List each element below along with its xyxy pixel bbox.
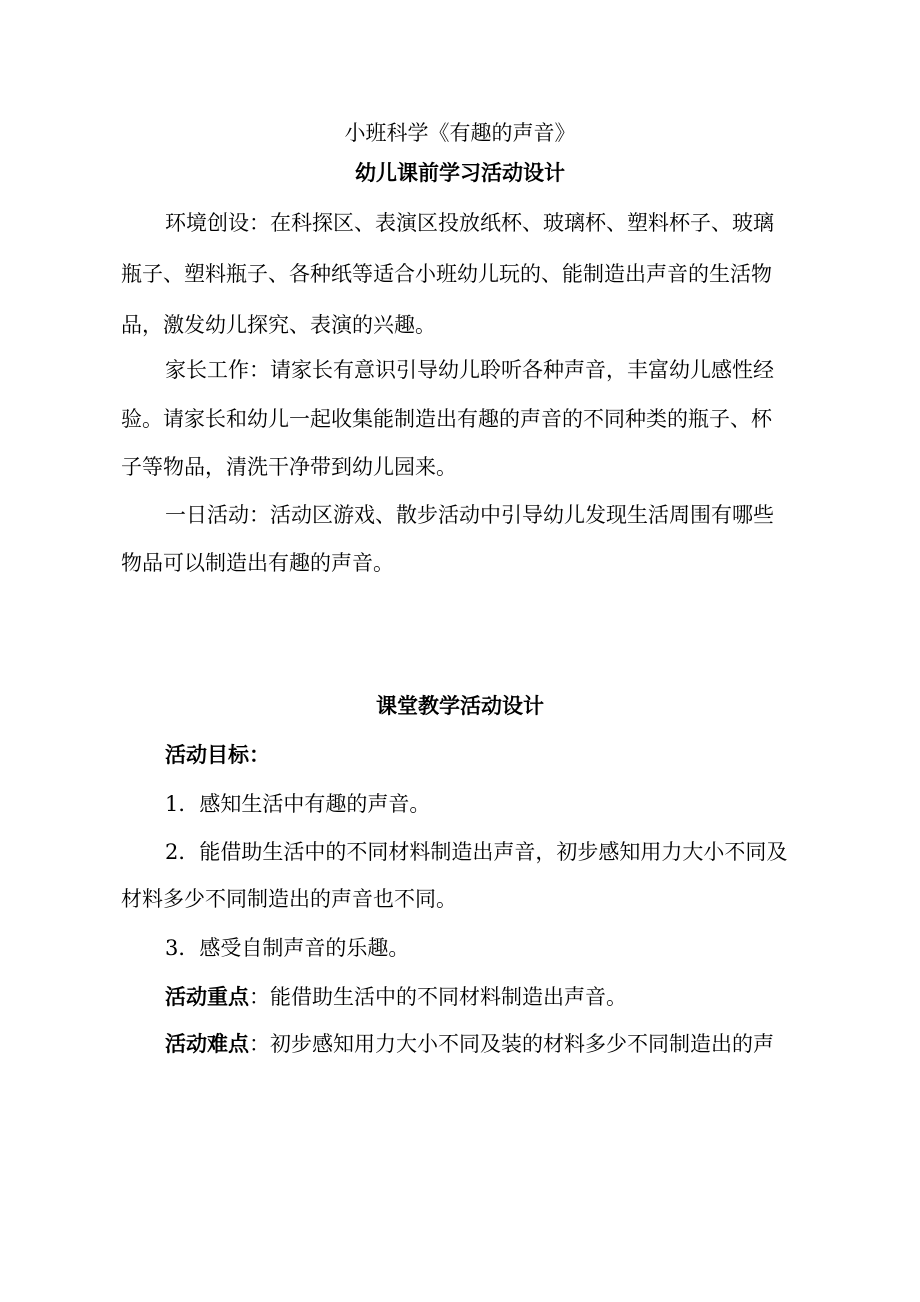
document-title: 小班科学《有趣的声音》 [344, 121, 576, 145]
key-point-label: 活动重点 [165, 985, 249, 1009]
goal-2-line-1: 2．能借助生活中的不同材料制造出声音，初步感知用力大小不同及 [165, 840, 788, 864]
daily-line-1: 一日活动：活动区游戏、散步活动中引导幼儿发现生活周围有哪些 [165, 503, 774, 527]
key-point-text: ：能借助生活中的不同材料制造出声音。 [249, 985, 627, 1009]
goal-2-line-2: 材料多少不同制造出的声音也不同。 [121, 887, 457, 911]
daily-line-2: 物品可以制造出有趣的声音。 [121, 551, 394, 575]
parent-line-1: 家长工作：请家长有意识引导幼儿聆听各种声音，丰富幼儿感性经 [165, 358, 774, 382]
goals-label: 活动目标： [165, 743, 270, 767]
parent-line-3: 子等物品，清洗干净带到幼儿园来。 [121, 455, 457, 479]
key-point [165, 982, 627, 1012]
env-line-3: 品，激发幼儿探究、表演的兴趣。 [121, 313, 436, 337]
env-line-1: 环境创设：在科探区、表演区投放纸杯、玻璃杯、塑料杯子、玻璃 [165, 211, 774, 235]
parent-line-2: 验。请家长和幼儿一起收集能制造出有趣的声音的不同种类的瓶子、杯 [121, 407, 772, 431]
goal-1: 1．感知生活中有趣的声音。 [165, 792, 431, 816]
env-line-2: 瓶子、塑料瓶子、各种纸等适合小班幼儿玩的、能制造出声音的生活物 [121, 262, 772, 286]
difficulty-text: ：初步感知用力大小不同及装的材料多少不同制造出的声 [249, 1032, 774, 1056]
difficulty-label: 活动难点 [165, 1032, 249, 1056]
difficulty-point [165, 1029, 774, 1059]
section-heading-classroom: 课堂教学活动设计 [376, 694, 544, 718]
section-heading-preclass: 幼儿课前学习活动设计 [355, 161, 565, 185]
goal-3: 3．感受自制声音的乐趣。 [165, 936, 410, 960]
